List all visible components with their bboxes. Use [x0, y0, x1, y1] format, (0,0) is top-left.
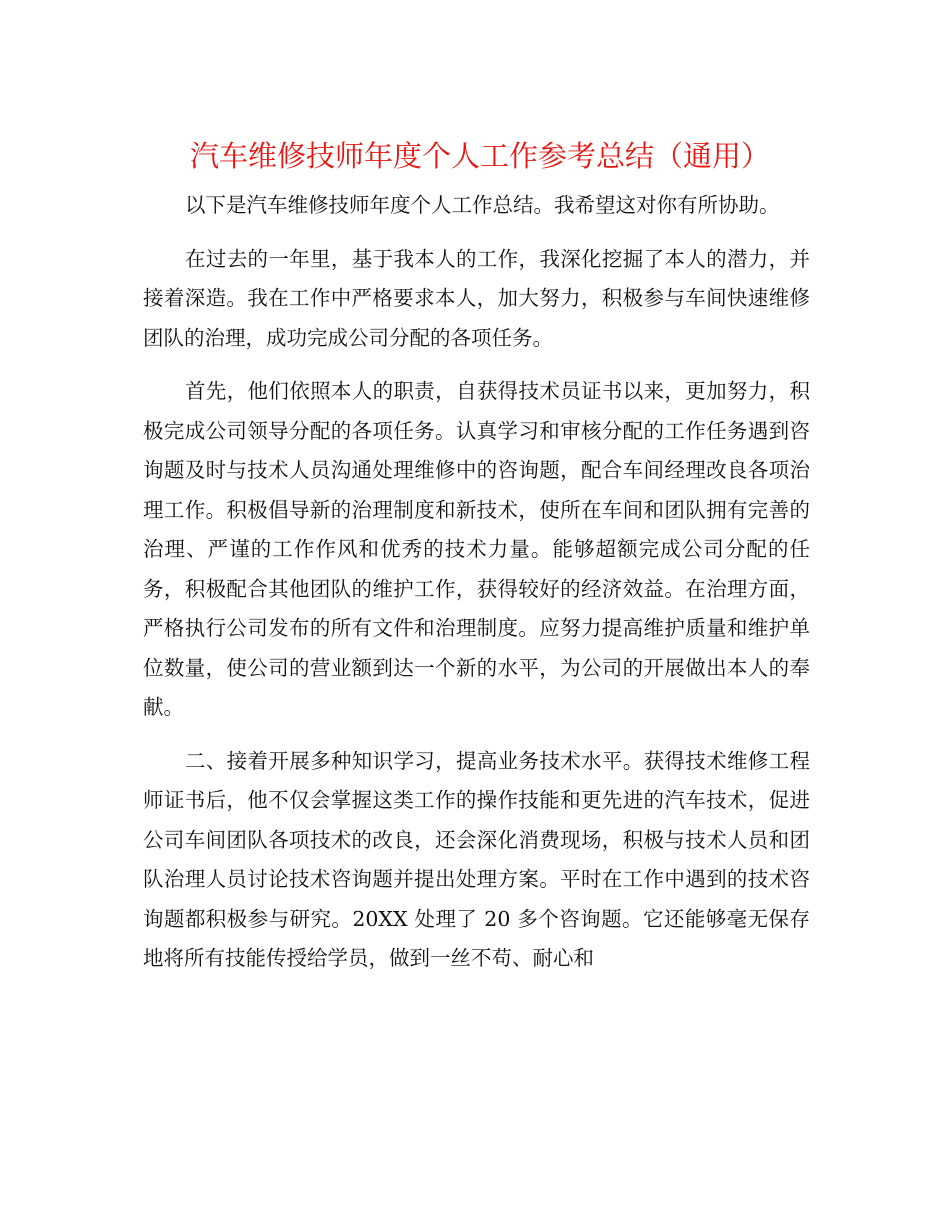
document-title: 汽车维修技师年度个人工作参考总结（通用）	[189, 139, 770, 173]
paragraph-first: 首先，他们依照本人的职责，自获得技术员证书以来，更加努力，积极完成公司领导分配的各项任务。认真学习和审核分配的工作任务遇到咨询题及时与技术人员沟通处理维修中的咨询题，配合车间经理改良各项治理工作。积极倡导新的治理制度和新技术，使所在车间和团队拥有完善的治理、严谨的工作作风和优秀的技术力量。能够超额完成公司分配的任务，积极配合其他团队的维护工作，获得较好的经济效益。在治理方面，严格执行公司发布的所有文件和治理制度。应努力提高维护质量和维护单位数量，使公司的营业额到达一个新的水平，为公司的开展做出本人的奉献。	[143, 379, 810, 719]
document-body	[143, 186, 810, 993]
paragraph-past-year: 在过去的一年里，基于我本人的工作，我深化挖掘了本人的潜力，并接着深造。我在工作中严格要求本人，加大努力，积极参与车间快速维修团队的治理，成功完成公司分配的各项任务。	[143, 246, 810, 350]
paragraph-intro: 以下是汽车维修技师年度个人工作总结。我希望这对你有所协助。	[185, 193, 780, 217]
paragraph-second: 二、接着开展多种知识学习，提高业务技术水平。获得技术维修工程师证书后，他不仅会掌握这类工作的操作技能和更先进的汽车技术，促进公司车间团队各项技术的改良，还会深化消费现场，积极与技术人员和团队治理人员讨论技术咨询题并提出处理方案。平时在工作中遇到的技术咨询题都积极参与研究。20XX 处理了 20 多个咨询题。它还能够毫无保存地将所有技能传授给学员，做到一丝不苟、耐心和	[143, 748, 810, 970]
